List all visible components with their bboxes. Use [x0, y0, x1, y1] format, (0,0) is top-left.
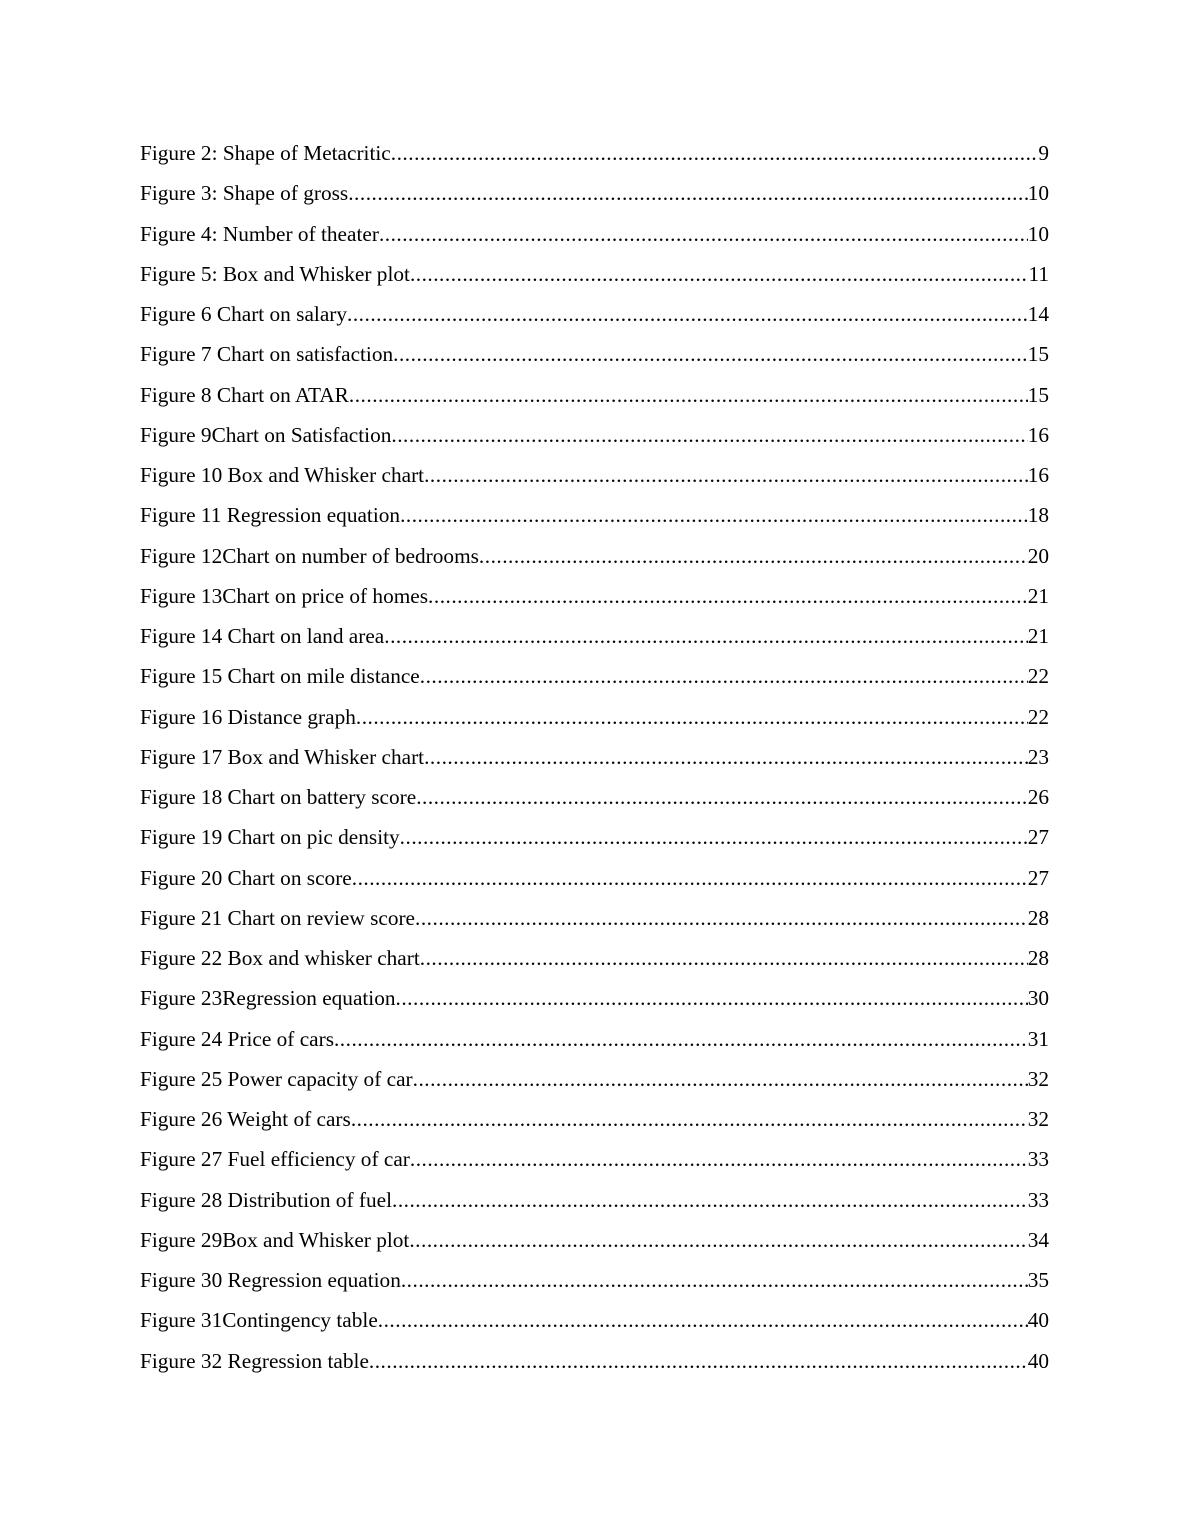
toc-dot-leader	[348, 173, 1027, 213]
toc-entry-title: Figure 32 Regression table	[140, 1348, 369, 1373]
toc-dot-leader	[420, 656, 1028, 696]
toc-entry[interactable]	[140, 415, 1049, 455]
toc-entry[interactable]	[140, 777, 1049, 817]
toc-entry-page-number: 21	[1027, 624, 1049, 648]
toc-entry[interactable]	[140, 858, 1049, 898]
toc-dot-leader	[347, 294, 1028, 334]
toc-entry-title: Figure 22 Box and whisker chart	[140, 946, 420, 970]
toc-entry-title: Figure 16 Distance graph	[140, 704, 356, 729]
list-of-figures	[140, 133, 1049, 1381]
toc-entry-page-number: 27	[1027, 825, 1049, 850]
toc-dot-leader	[334, 1019, 1028, 1059]
toc-entry-page-number: 16	[1027, 463, 1049, 487]
toc-entry-title: Figure 3: Shape of gross	[140, 181, 349, 206]
toc-entry[interactable]	[140, 1019, 1049, 1059]
toc-entry[interactable]	[140, 173, 1049, 213]
toc-dot-leader	[369, 1341, 1028, 1381]
toc-dot-leader	[356, 697, 1028, 737]
toc-entry-page-number: 27	[1027, 865, 1049, 890]
toc-entry-page-number: 9	[1038, 141, 1049, 165]
toc-entry[interactable]	[140, 656, 1049, 696]
toc-entry-page-number: 22	[1027, 704, 1049, 729]
toc-dot-leader	[400, 817, 1028, 857]
toc-entry-title: Figure 12Chart on number of bedrooms	[140, 543, 479, 568]
toc-entry[interactable]	[140, 737, 1049, 777]
toc-entry-title: Figure 9Chart on Satisfaction	[140, 422, 392, 447]
toc-dot-leader	[378, 1300, 1028, 1340]
toc-entry-title: Figure 5: Box and Whisker plot	[140, 261, 410, 286]
toc-entry-title: Figure 10 Box and Whisker chart	[140, 463, 425, 487]
toc-entry-page-number: 40	[1027, 1348, 1049, 1373]
toc-entry-page-number: 14	[1027, 302, 1049, 326]
toc-entry[interactable]	[140, 1260, 1049, 1300]
toc-entry-title: Figure 23Regression equation	[140, 986, 396, 1011]
toc-entry[interactable]	[140, 254, 1049, 294]
toc-entry-page-number: 40	[1027, 1308, 1049, 1333]
toc-dot-leader	[424, 737, 1028, 777]
toc-entry-page-number: 21	[1027, 583, 1049, 608]
toc-entry-page-number: 26	[1027, 785, 1049, 809]
toc-entry-title: Figure 7 Chart on satisfaction	[140, 342, 394, 367]
toc-entry-page-number: 32	[1027, 1066, 1049, 1091]
toc-dot-leader	[416, 777, 1028, 817]
toc-entry-page-number: 30	[1027, 986, 1049, 1011]
toc-entry-title: Figure 14 Chart on land area	[140, 624, 385, 648]
toc-entry-title: Figure 6 Chart on salary	[140, 302, 348, 326]
toc-dot-leader	[409, 1220, 1027, 1260]
toc-entry-title: Figure 28 Distribution of fuel	[140, 1187, 392, 1212]
toc-entry[interactable]	[140, 1341, 1049, 1381]
toc-entry[interactable]	[140, 1220, 1049, 1260]
toc-entry-title: Figure 24 Price of cars	[140, 1026, 334, 1051]
toc-entry-page-number: 28	[1027, 946, 1049, 970]
toc-dot-leader	[379, 214, 1028, 254]
toc-entry-title: Figure 21 Chart on review score	[140, 905, 416, 930]
toc-dot-leader	[401, 1260, 1028, 1300]
toc-entry-page-number: 33	[1027, 1187, 1049, 1212]
toc-entry-page-number: 10	[1027, 221, 1049, 246]
toc-entry-title: Figure 18 Chart on battery score	[140, 785, 417, 809]
toc-entry[interactable]	[140, 978, 1049, 1018]
toc-entry[interactable]	[140, 576, 1049, 616]
toc-dot-leader	[410, 1139, 1028, 1179]
toc-entry[interactable]	[140, 455, 1049, 495]
toc-entry[interactable]	[140, 1300, 1049, 1340]
toc-entry-page-number: 11	[1028, 261, 1049, 286]
toc-entry-page-number: 18	[1027, 503, 1049, 528]
toc-entry-page-number: 10	[1027, 181, 1049, 206]
toc-entry[interactable]	[140, 294, 1049, 334]
toc-dot-leader	[384, 616, 1027, 656]
toc-entry-page-number: 20	[1027, 543, 1049, 568]
toc-entry-page-number: 15	[1027, 342, 1049, 367]
toc-entry-title: Figure 29Box and Whisker plot	[140, 1227, 410, 1252]
toc-dot-leader	[410, 254, 1029, 294]
toc-entry-title: Figure 30 Regression equation	[140, 1268, 401, 1292]
toc-entry-title: Figure 15 Chart on mile distance	[140, 664, 420, 689]
toc-dot-leader	[352, 858, 1028, 898]
toc-entry[interactable]	[140, 334, 1049, 374]
toc-entry-title: Figure 11 Regression equation	[140, 503, 401, 528]
toc-entry-title: Figure 4: Number of theater	[140, 221, 379, 246]
toc-entry[interactable]	[140, 898, 1049, 938]
toc-entry-title: Figure 27 Fuel efficiency of car	[140, 1147, 410, 1172]
toc-entry[interactable]	[140, 495, 1049, 535]
toc-entry-page-number: 31	[1027, 1026, 1049, 1051]
toc-entry[interactable]	[140, 133, 1049, 173]
toc-entry-title: Figure 13Chart on price of homes	[140, 583, 429, 608]
toc-dot-leader	[415, 898, 1028, 938]
toc-entry[interactable]	[140, 817, 1049, 857]
toc-entry[interactable]	[140, 697, 1049, 737]
toc-dot-leader	[428, 576, 1028, 616]
toc-entry-title: Figure 2: Shape of Metacritic	[140, 141, 391, 165]
toc-entry-page-number: 32	[1027, 1107, 1049, 1131]
toc-dot-leader	[479, 536, 1028, 576]
toc-entry-title: Figure 19 Chart on pic density	[140, 825, 400, 850]
toc-entry[interactable]	[140, 1180, 1049, 1220]
toc-entry[interactable]	[140, 1099, 1049, 1139]
toc-dot-leader	[392, 1180, 1028, 1220]
toc-entry[interactable]	[140, 938, 1049, 978]
toc-entry-page-number: 15	[1027, 382, 1049, 407]
toc-entry[interactable]	[140, 536, 1049, 576]
toc-entry-title: Figure 17 Box and Whisker chart	[140, 744, 425, 769]
toc-dot-leader	[391, 415, 1027, 455]
toc-dot-leader	[351, 1099, 1028, 1139]
toc-dot-leader	[400, 495, 1028, 535]
toc-entry-page-number: 28	[1027, 905, 1049, 930]
toc-dot-leader	[349, 375, 1028, 415]
toc-entry-page-number: 23	[1027, 744, 1049, 769]
toc-entry-title: Figure 8 Chart on ATAR	[140, 382, 349, 407]
toc-entry-page-number: 33	[1027, 1147, 1049, 1172]
toc-entry[interactable]	[140, 616, 1049, 656]
toc-entry-title: Figure 25 Power capacity of car	[140, 1066, 413, 1091]
toc-entry-title: Figure 31Contingency table	[140, 1308, 378, 1333]
toc-dot-leader	[424, 455, 1028, 495]
toc-entry[interactable]	[140, 375, 1049, 415]
toc-dot-leader	[420, 938, 1028, 978]
toc-entry-page-number: 34	[1027, 1227, 1049, 1252]
toc-dot-leader	[413, 1059, 1028, 1099]
toc-entry-page-number: 22	[1027, 664, 1049, 689]
toc-entry-title: Figure 26 Weight of cars	[140, 1107, 351, 1131]
toc-dot-leader	[393, 334, 1028, 374]
toc-entry-title: Figure 20 Chart on score	[140, 865, 352, 890]
toc-entry[interactable]	[140, 1059, 1049, 1099]
toc-dot-leader	[391, 133, 1039, 173]
toc-entry-page-number: 16	[1027, 422, 1049, 447]
toc-entry-page-number: 35	[1027, 1268, 1049, 1292]
toc-dot-leader	[396, 978, 1028, 1018]
toc-entry[interactable]	[140, 1139, 1049, 1179]
toc-entry[interactable]	[140, 214, 1049, 254]
